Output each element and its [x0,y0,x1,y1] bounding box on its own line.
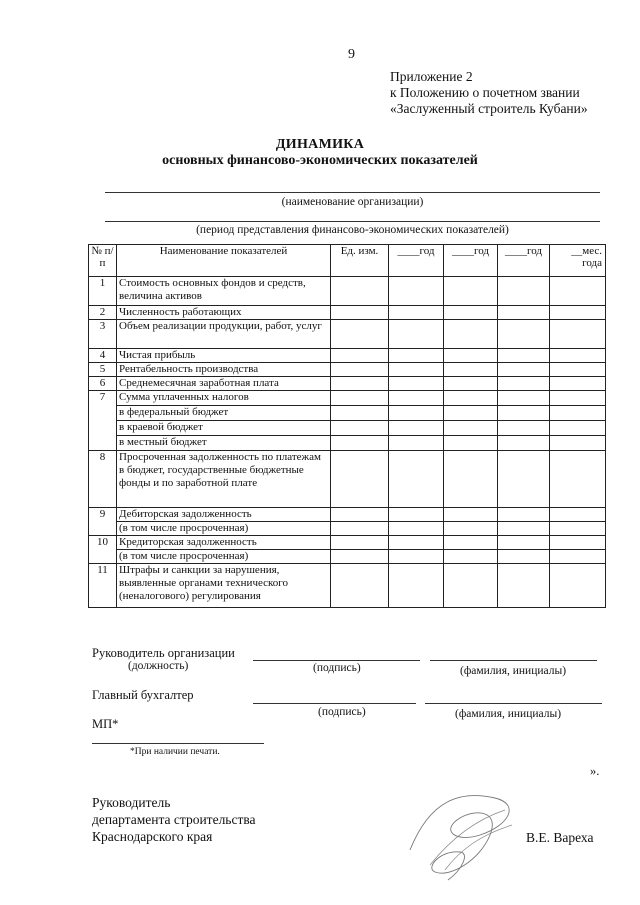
table-row [89,349,606,363]
seal-label: МП* [92,717,119,731]
footnote: *При наличии печати. [130,747,220,757]
period-line [105,221,600,222]
row-name: (в том числе просроченная) [117,550,331,564]
footer-line-2: департамента строительства [92,812,256,827]
organization-caption: (наименование организации) [281,196,424,208]
appendix-line-1: Приложение 2 [390,69,473,84]
row-name: Дебиторская задолженность [117,508,331,522]
row-name: Стоимость основных фондов и средств, величина активов [117,277,331,306]
row-num: 3 [89,320,117,349]
page-number: 9 [348,47,355,62]
header-year-3: ____год [498,245,550,277]
row-name: Среднемесячная заработная плата [117,377,331,391]
closing-quote: ». [590,764,600,778]
head-label: Руководитель организации [92,646,235,660]
appendix-line-2: к Положению о почетном звании [390,85,580,100]
document-subtitle: основных финансово-экономических показателей [162,153,478,168]
appendix-line-3: «Заслуженный строитель Кубани» [390,101,588,116]
table-row [89,406,606,421]
table-row [89,421,606,436]
row-num: 2 [89,306,117,320]
row-name: Численность работающих [117,306,331,320]
row-name: Объем реализации продукции, работ, услуг [117,320,331,349]
organization-name-line [105,192,600,193]
accountant-label: Главный бухгалтер [92,688,194,702]
accountant-name-line [425,703,602,704]
head-signature-caption: (подпись) [313,662,361,674]
row-name: Чистая прибыль [117,349,331,363]
row-num: 7 [89,391,117,451]
head-name-line [430,660,597,661]
table-row [89,320,606,349]
header-unit: Ед. изм. [331,245,389,277]
row-num: 10 [89,536,117,564]
table-row [89,550,606,564]
footer-block [92,794,256,845]
row-name: (в том числе просроченная) [117,522,331,536]
table-row [89,363,606,377]
header-year-2: ____год [444,245,498,277]
header-months-top: __мес. [571,245,602,257]
row-num: 1 [89,277,117,306]
header-months [550,245,606,277]
table-row [89,391,606,406]
row-num: 6 [89,377,117,391]
header-months-bottom: года [582,257,602,269]
footnote-divider [92,743,264,744]
appendix-block [390,69,588,117]
row-name: в федеральный бюджет [117,406,331,421]
period-caption: (период представления финансово-экономических показателей) [196,224,509,236]
table-row [89,508,606,522]
row-num: 11 [89,564,117,608]
accountant-name-caption: (фамилия, инициалы) [455,708,562,720]
footer-line-3: Краснодарского края [92,829,213,844]
table-row [89,277,606,306]
header-name: Наименование показателей [117,245,331,277]
row-name: Штрафы и санкции за нарушения, выявленные органами технического (неналогового) регулирования [117,564,331,608]
table-row [89,451,606,508]
table-row [89,377,606,391]
accountant-signature-line [253,703,416,704]
row-name: Просроченная задолженность по платежам в бюджет, государственные бюджетные фонды и по заработной плате [117,451,331,508]
row-name: в местный бюджет [117,436,331,451]
handwritten-signature-image [400,780,530,885]
footer-line-1: Руководитель [92,795,171,810]
table-row [89,306,606,320]
head-signature-line [253,660,420,661]
head-name-caption: (фамилия, инициалы) [460,665,567,677]
table-row [89,536,606,550]
indicators-table [88,244,606,608]
row-name: в краевой бюджет [117,421,331,436]
row-name: Кредиторская задолженность [117,536,331,550]
row-name: Рентабельность производства [117,363,331,377]
signer-name: В.Е. Вареха [526,830,594,845]
row-name: Сумма уплаченных налогов [117,391,331,406]
row-num: 8 [89,451,117,508]
document-title: ДИНАМИКА [275,137,365,152]
table-row [89,564,606,608]
row-num: 5 [89,363,117,377]
accountant-signature-caption: (подпись) [318,706,366,718]
header-year-1: ____год [389,245,444,277]
row-num: 4 [89,349,117,363]
table-row [89,522,606,536]
row-num: 9 [89,508,117,536]
table-header-row [89,245,606,277]
header-num: № п/п [89,245,117,277]
table-row [89,436,606,451]
position-caption: (должность) [128,660,189,672]
